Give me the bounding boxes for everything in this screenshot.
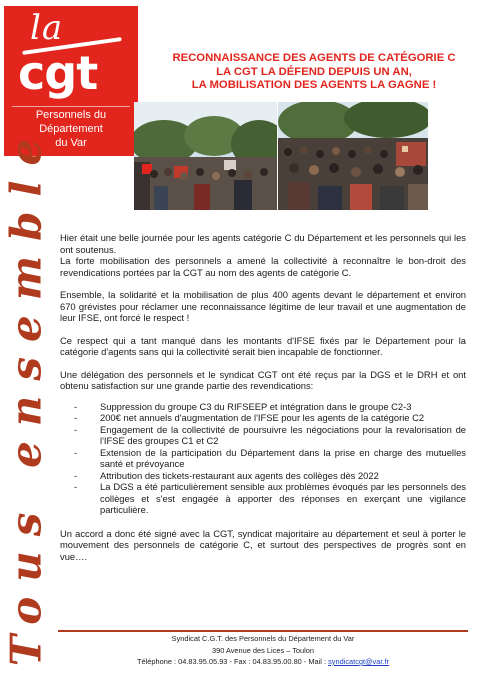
headline-line: LA MOBILISATION DES AGENTS LA GAGNE !: [191, 79, 437, 91]
paragraph: Ensemble, la solidarité et la mobilisation de plus 400 agents devant le département et environ 670 grévistes pour réclamer une reconnaissance légitime de leur travail et une augmentation de leur IFSE, ont forcé le respect !: [60, 289, 466, 323]
logo-acronym: cgt: [18, 46, 98, 100]
footer-contact: [58, 656, 468, 668]
vertical-slogan: [1, 123, 51, 667]
footer-email-link[interactable]: syndicatcgt@var.fr: [328, 657, 389, 666]
logo-subtitle-line: du Var: [55, 137, 87, 149]
footer-divider: [58, 630, 468, 632]
paragraph: Une délégation des personnels et le syndicat CGT ont été reçus par la DGS et le DRH et ont obtenu satisfaction sur une grande partie des revendications:: [60, 368, 466, 391]
demand-item: - Extension de la participation du Département dans la prise en charge des mutuelles santé et prévoyance: [60, 447, 466, 470]
footer: [58, 633, 468, 668]
headline: [140, 52, 488, 93]
footer-phone-fax: Téléphone : 04.83.95.05.93 - Fax : 04.83.95.00.80 - Mail :: [137, 657, 329, 666]
logo-script-text: la: [30, 8, 64, 48]
paragraph: Hier était une belle journée pour les agents catégorie C du Département et les personnels qui les ont soutenus.: [60, 232, 466, 255]
closing-paragraph: Un accord a donc été signé avec la CGT, syndicat majoritaire au département et seul à porter le mouvement des personnels de catégorie C, et surtout des perspectives de progrès sont en vue….: [60, 527, 466, 562]
demand-item: - Suppression du groupe C3 du RIFSEEP et intégration dans le groupe C2-3: [60, 401, 466, 413]
paragraph: Ce respect qui a tant manqué dans les montants d'IFSE fixés par le Département pour la catégorie d'agents sans qui la collectivité serait bien incapable de fonctionner.: [60, 334, 466, 357]
headline-line: RECONNAISSANCE DES AGENTS DE CATÉGORIE C: [172, 52, 456, 64]
headline-line: LA CGT LA DÉFEND DEPUIS UN AN,: [216, 65, 412, 78]
demand-item: - La DGS a été particulièrement sensible aux problèmes évoqués par les personnels des collèges et s'est engagée à apporter des réponses en exerçant une vigilance particulière.: [60, 481, 466, 516]
vertical-slogan-text: Tous ensemble: [1, 123, 51, 667]
logo-subtitle-line: Département: [39, 123, 103, 135]
demand-item: - Engagement de la collectivité de poursuivre les négociations pour la revalorisation de l'IFSE des groupes C1 et C2: [60, 424, 466, 447]
logo-subtitle-line: Personnels du: [35, 109, 107, 121]
footer-address: 390 Avenue des Lices – Toulon: [211, 645, 315, 655]
rally-photo-left: [134, 102, 277, 210]
logo-divider: [12, 106, 130, 107]
paragraph: La forte mobilisation des personnels a amené la collectivité à reconnaître le bon-droit des revendications portées par la CGT au nom des agents de catégorie C.: [60, 255, 466, 278]
rally-photo-right: [278, 102, 428, 210]
demand-item: - Attribution des tickets-restaurant aux agents des collèges dès 2022: [60, 470, 466, 482]
footer-union-name: Syndicat C.G.T. des Personnels du Département du Var: [171, 634, 355, 643]
demands-list: [60, 401, 466, 516]
demand-item: - 200€ net annuels d'augmentation de l'IFSE pour les agents de la catégorie C2: [60, 412, 466, 424]
article-body: [60, 232, 466, 573]
